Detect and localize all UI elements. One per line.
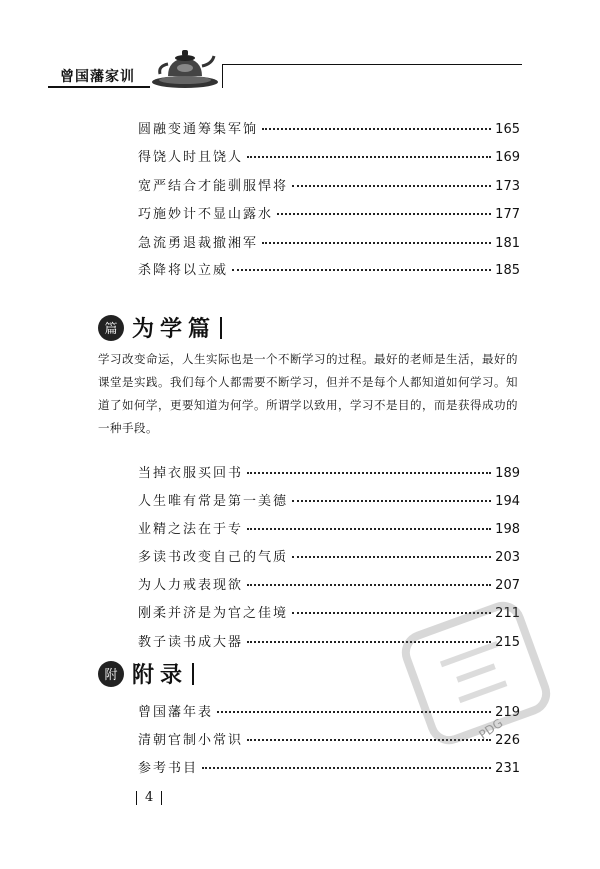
watermark-stamp-icon xyxy=(396,598,556,748)
header-rule-right-vertical xyxy=(222,64,223,88)
toc-row[interactable] xyxy=(138,175,520,195)
section-title: 为学篇 xyxy=(132,316,217,342)
toc-page: 215 xyxy=(495,635,520,650)
toc-title: 教子读书成大器 xyxy=(138,635,244,650)
toc-title: 人生唯有常是第一美德 xyxy=(138,494,289,509)
section-intro: 学习改变命运，人生实际也是一个不断学习的过程。最好的老师是生活，最好的课堂是实践。我们每个人都需要不断学习，但并不是每个人都知道如何学习。知道了如何学，更要知道为何学。所谓学以致用，学习不是目的，而是获得成功的一种手段。 xyxy=(98,352,518,435)
toc-leader xyxy=(247,472,491,474)
toc-title: 宽严结合才能驯服悍将 xyxy=(138,179,289,194)
toc-leader xyxy=(232,269,491,271)
toc-leader xyxy=(247,528,491,530)
toc-title: 清朝官制小常识 xyxy=(138,733,244,748)
toc-row[interactable] xyxy=(138,518,520,538)
toc-title: 巧施妙计不显山露水 xyxy=(138,207,274,222)
toc-page: 173 xyxy=(495,179,520,194)
toc-title: 急流勇退裁撤湘军 xyxy=(138,236,259,251)
toc-page: 198 xyxy=(495,522,520,537)
toc-leader xyxy=(247,584,491,586)
toc-page: 189 xyxy=(495,466,520,481)
toc-title: 杀降将以立威 xyxy=(138,263,229,278)
toc-leader xyxy=(202,767,491,769)
toc-title: 得饶人时且饶人 xyxy=(138,150,244,165)
toc-page: 194 xyxy=(495,494,520,509)
footer-bar-left xyxy=(136,791,137,805)
toc-row[interactable] xyxy=(138,118,520,138)
toc-page: 177 xyxy=(495,207,520,222)
footer-bar-right xyxy=(161,791,162,805)
toc-page: 165 xyxy=(495,122,520,137)
toc-page: 169 xyxy=(495,150,520,165)
header-title: 曾国藩家训 xyxy=(60,69,135,85)
toc-page: 231 xyxy=(495,761,520,776)
toc-title: 圆融变通筹集军饷 xyxy=(138,122,259,137)
toc-title: 曾国藩年表 xyxy=(138,705,214,720)
toc-row[interactable] xyxy=(138,259,520,279)
toc-row[interactable] xyxy=(138,462,520,482)
toc-page: 181 xyxy=(495,236,520,251)
section-title: 附录 xyxy=(132,662,189,688)
section-heading-study xyxy=(98,312,222,343)
toc-leader xyxy=(292,185,491,187)
section-heading-appendix xyxy=(98,658,194,689)
toc-title: 参考书目 xyxy=(138,761,199,776)
header-rule-right xyxy=(222,64,522,65)
seal-icon: 附 xyxy=(98,661,124,687)
teapot-icon xyxy=(150,42,220,90)
section-title-bar xyxy=(192,663,194,685)
toc-title: 多读书改变自己的气质 xyxy=(138,550,289,565)
toc-leader xyxy=(292,500,491,502)
toc-page: 219 xyxy=(495,705,520,720)
toc-row[interactable] xyxy=(138,490,520,510)
seal-icon: 篇 xyxy=(98,315,124,341)
toc-row[interactable] xyxy=(138,757,520,777)
toc-page: 207 xyxy=(495,578,520,593)
toc-title: 业精之法在于专 xyxy=(138,522,244,537)
toc-page: 203 xyxy=(495,550,520,565)
toc-page: 185 xyxy=(495,263,520,278)
header-rule-left xyxy=(48,86,150,88)
watermark-text: PDG xyxy=(476,715,506,743)
section-title-bar xyxy=(220,317,222,339)
toc-leader xyxy=(262,128,491,130)
toc-leader xyxy=(292,556,491,558)
toc-row[interactable] xyxy=(138,232,520,252)
toc-title: 当掉衣服买回书 xyxy=(138,466,244,481)
toc-row[interactable] xyxy=(138,203,520,223)
toc-row[interactable] xyxy=(138,546,520,566)
toc-row[interactable] xyxy=(138,146,520,166)
toc-page: 211 xyxy=(495,606,520,621)
page-footer xyxy=(128,790,170,805)
toc-title: 刚柔并济是为官之佳境 xyxy=(138,606,289,621)
page-number: 4 xyxy=(145,790,154,805)
toc-leader xyxy=(247,156,491,158)
toc-leader xyxy=(262,242,491,244)
toc-title: 为人力戒表现欲 xyxy=(138,578,244,593)
toc-leader xyxy=(277,213,491,215)
toc-row[interactable] xyxy=(138,574,520,594)
toc-page: 226 xyxy=(495,733,520,748)
